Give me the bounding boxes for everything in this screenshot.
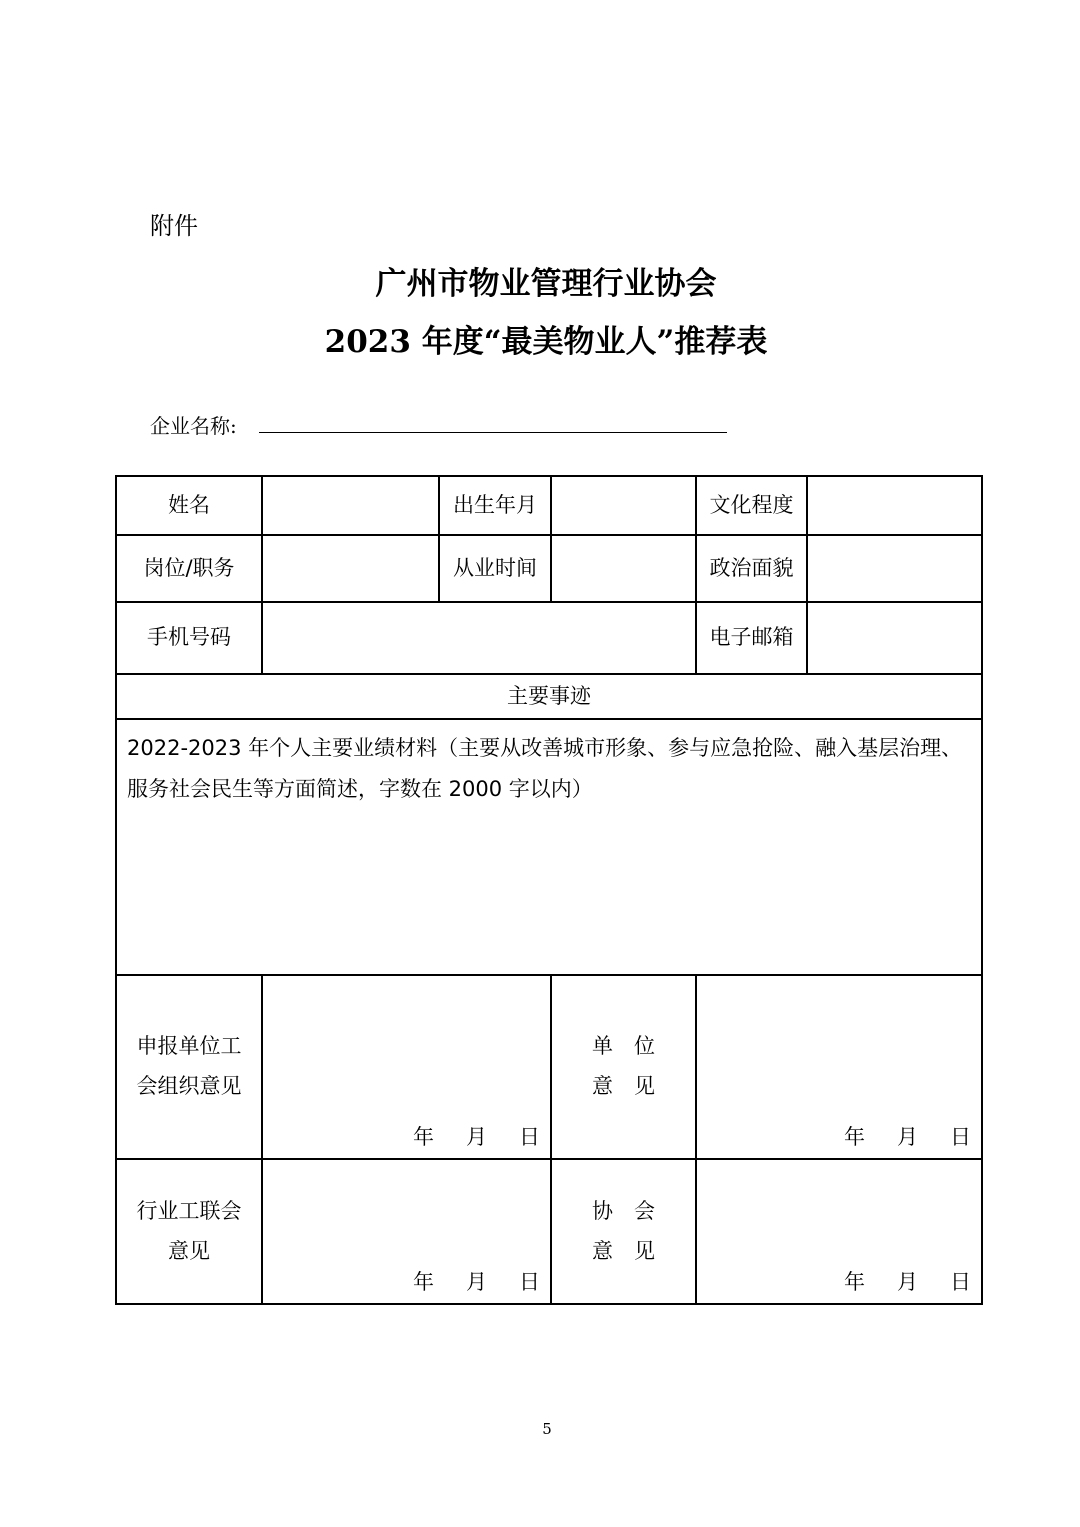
association-opinion-date: [844, 1272, 971, 1293]
industry-union-opinion-label: [116, 1159, 262, 1304]
recommendation-form-table: [115, 475, 983, 1305]
unit-opinion-date: [844, 1127, 971, 1148]
association-opinion-char: 协: [592, 1198, 613, 1223]
date-month-label: 月: [897, 1125, 918, 1149]
industry-union-opinion-field[interactable]: [262, 1159, 551, 1304]
industry-union-opinion-label-line2: 意见: [168, 1238, 210, 1263]
unit-opinion-char: 意: [592, 1074, 613, 1098]
unit-opinion-field[interactable]: [696, 975, 982, 1159]
position-label: 岗位/职务: [116, 535, 262, 602]
education-label: 文化程度: [696, 476, 807, 535]
union-opinion-label: [116, 975, 262, 1159]
union-opinion-label-line2: 会组织意见: [136, 1074, 242, 1098]
association-opinion-char: 见: [634, 1238, 655, 1263]
page-title: 广州市物业管理行业协会: [375, 266, 717, 302]
email-field[interactable]: [807, 602, 982, 674]
unit-opinion-char: 位: [634, 1034, 655, 1059]
union-opinion-date: [413, 1127, 540, 1148]
main-deeds-field[interactable]: [116, 719, 982, 975]
date-month-label: 月: [897, 1270, 918, 1294]
unit-opinion-label: [551, 975, 696, 1159]
political-status-label: 政治面貌: [696, 535, 807, 602]
main-deeds-header: 主要事迹: [116, 674, 982, 719]
political-status-field[interactable]: [807, 535, 982, 602]
association-opinion-char: 意: [592, 1238, 613, 1263]
unit-opinion-char: 单: [592, 1034, 613, 1059]
name-label: 姓名: [116, 476, 262, 535]
company-name-label: 企业名称:: [150, 414, 237, 438]
date-day-label: 日: [950, 1125, 971, 1149]
work-time-label: 从业时间: [439, 535, 551, 602]
union-opinion-field[interactable]: [262, 975, 551, 1159]
work-time-field[interactable]: [551, 535, 696, 602]
association-opinion-field[interactable]: [696, 1159, 982, 1304]
birth-date-field[interactable]: [551, 476, 696, 535]
date-year-label: 年: [413, 1125, 434, 1149]
date-year-label: 年: [844, 1270, 865, 1294]
phone-label: 手机号码: [116, 602, 262, 674]
industry-union-opinion-label-line1: 行业工联会: [136, 1198, 242, 1223]
date-month-label: 月: [466, 1125, 487, 1149]
association-opinion-char: 会: [634, 1198, 655, 1223]
date-day-label: 日: [950, 1270, 971, 1294]
unit-opinion-char: 见: [634, 1074, 655, 1098]
date-year-label: 年: [844, 1125, 865, 1149]
date-month-label: 月: [466, 1270, 487, 1294]
email-label: 电子邮箱: [696, 602, 807, 674]
association-opinion-label: [551, 1159, 696, 1304]
position-field[interactable]: [262, 535, 439, 602]
company-name-underline: [259, 432, 727, 433]
date-day-label: 日: [519, 1125, 540, 1149]
industry-union-opinion-date: [413, 1272, 540, 1293]
phone-field[interactable]: [262, 602, 696, 674]
date-year-label: 年: [413, 1270, 434, 1294]
page-number: 5: [542, 1420, 552, 1438]
name-field[interactable]: [262, 476, 439, 535]
education-field[interactable]: [807, 476, 982, 535]
union-opinion-label-line1: 申报单位工: [136, 1034, 242, 1059]
birth-date-label: 出生年月: [439, 476, 551, 535]
date-day-label: 日: [519, 1270, 540, 1294]
page-subtitle: 2023 年度“最美物业人”推荐表: [324, 324, 768, 360]
attachment-label: 附件: [150, 212, 198, 240]
main-deeds-instruction: 2022-2023 年个人主要业绩材料（主要从改善城市形象、参与应急抢险、融入基层治理、服务社会民生等方面简述，字数在 2000 字以内）: [127, 736, 963, 801]
